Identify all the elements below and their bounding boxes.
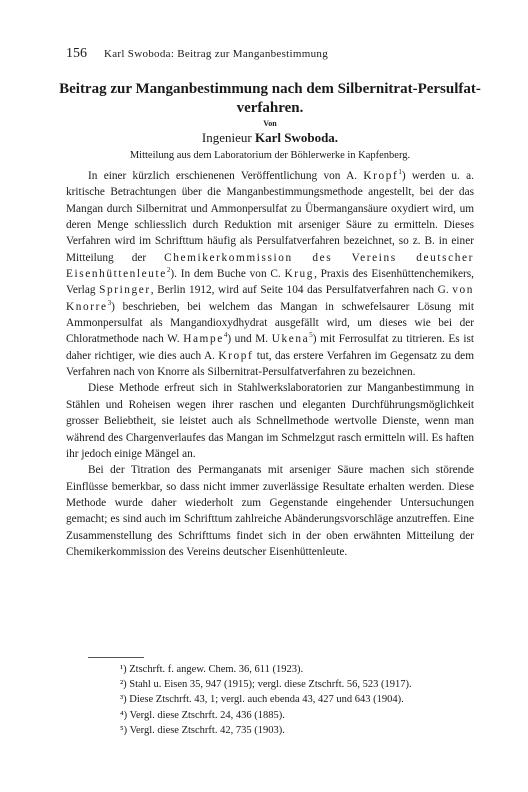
footnote-5: ⁵) Vergl. diese Ztschrft. 42, 735 (1903). [120,724,285,736]
footnote-1: ¹) Ztschrft. f. angew. Chem. 36, 611 (1923). [120,664,304,675]
article-title [58,80,482,118]
name-ukena: Ukena [271,333,310,346]
footnote-ref-1: 1 [398,168,402,177]
running-head [66,46,476,61]
name-kropf-2: Kropf [218,349,254,362]
name-von-knorre-2: von Knorre [137,366,190,379]
name-springer: Springer [99,284,151,297]
name-kropf: Kropf [363,170,399,182]
footnote-2: ²) Stahl u. Eisen 35, 947 (1915); vergl. diese Ztschrft. 56, 523 (1917). [120,679,412,691]
p1-text-g: ) und M. [227,333,272,346]
p1-text-d: , Praxis des Eisenhüttenchemikers, Verlag [66,268,474,297]
footnote-rule [88,657,144,658]
footnotes [66,662,474,738]
p1-text-a: In einer kürzlich erschienenen Veröffentlichung von A. [88,170,364,182]
p1-text-j: als Silbernitrat-Persulfatverfahren zu bezeichnen. [189,366,416,379]
author-name: Karl Swoboda. [254,130,339,145]
name-hampe: Hampe [183,333,224,346]
footnote-ref-4: 4 [223,331,228,340]
author-line [58,130,482,146]
article-title-line-2: verfahren. [236,100,304,116]
footnote-4: ⁴) Vergl. diese Ztschrft. 24, 436 (1885). [120,709,285,721]
p1-text-e: , Berlin 1912, wird auf Seite 104 das Persulfatverfahren nach G. [150,284,453,297]
body-text [66,168,474,560]
article-title-line-1: Beitrag zur Manganbestimmung nach dem Silbernitrat-Persulfat- [59,81,481,97]
paragraph-3: Bei der Titration des Permanganats mit arseniger Säure machen sich störende Einflüsse bemerkbar, so dass nicht immer zuverlässige Resultate erhalten werden. Diese Methode wurde daher wiederholt zum Gegenstande eingehender Untersuchungen gemacht; es sind auch im Schrifttum zahlreiche Abänderungsvorschläge anzutreffen. Eine Zusammenstellung des Schrifttums findet sich in der oben erwähnten Mitteilung der Chemikerkommission des Vereins deutscher Eisenhüttenleute. [66,464,474,558]
p1-text-b: ) werden u. a. kritische Betrachtungen über die Manganbestimmungsmethode angestellt, bei der das Mangan durch Silbernitrat und Ammonpersulfat zu Übermangansäure oxydiert wird, um deren Menge schliesslich durch Reduktion mit arseniger Säure zu ermitteln. Dieses Verfahren wird im Schrifttum häufig als Persulfatverfahren bezeichnet, so z. B. in einer Mitteilung der [66,170,474,264]
footnote-ref-2: 2 [166,266,171,275]
footnote-ref-3: 3 [107,298,112,307]
p1-text-f: ) beschrieben, bei welchem das Mangan in schwefelsaurer Lösung mit Ammonpersulfat als Mangandioxydhydrat ausgefällt wird, um dieses wie bei der Chloratmethode nach W. [66,300,474,346]
affiliation: Mitteilung aus dem Laboratorium der Böhlerwerke in Kapfenberg. [129,150,411,161]
paragraph-2: Diese Methode erfreut sich in Stahlwerkslaboratorien zur Manganbestimmung in Stählen und Roheisen wegen ihrer raschen und eleganten Durchführungsmöglichkeit grosser Beliebtheit, sie leistet auch als Schnellmethode wertvolle Dienste, wenn man während des Chargenverlaufes das Mangan im Schmelzgut rasch ermitteln will. Es haften ihr jedoch einige Mängel an. [66,382,474,460]
footnote-ref-5: 5 [309,331,313,340]
name-chemikerkommission: Chemikerkommission des Vereins deutscher Eisenhüttenleute [66,251,474,281]
name-krug: Krug [284,268,315,281]
page-number: 156 [66,46,87,61]
author-prefix: Ingenieur [201,130,252,145]
von-label: Von [263,119,277,128]
paragraph-1 [66,168,474,380]
name-von-knorre: von Knorre [66,284,474,313]
p1-text-c: ). In dem Buche von C. [170,268,285,281]
running-title: Karl Swoboda: Beitrag zur Manganbestimmung [104,48,329,60]
p1-text-i: tut, das erstere Verfahren im Gegensatz zu dem Verfahren nach [66,349,474,379]
footnote-3: ³) Diese Ztschrft. 43, 1; vergl. auch ebenda 43, 427 und 643 (1904). [120,694,404,706]
p1-text-h: ) mit Ferrosulfat zu titrieren. Es ist daher richtiger, wie dies auch A. [66,333,474,362]
